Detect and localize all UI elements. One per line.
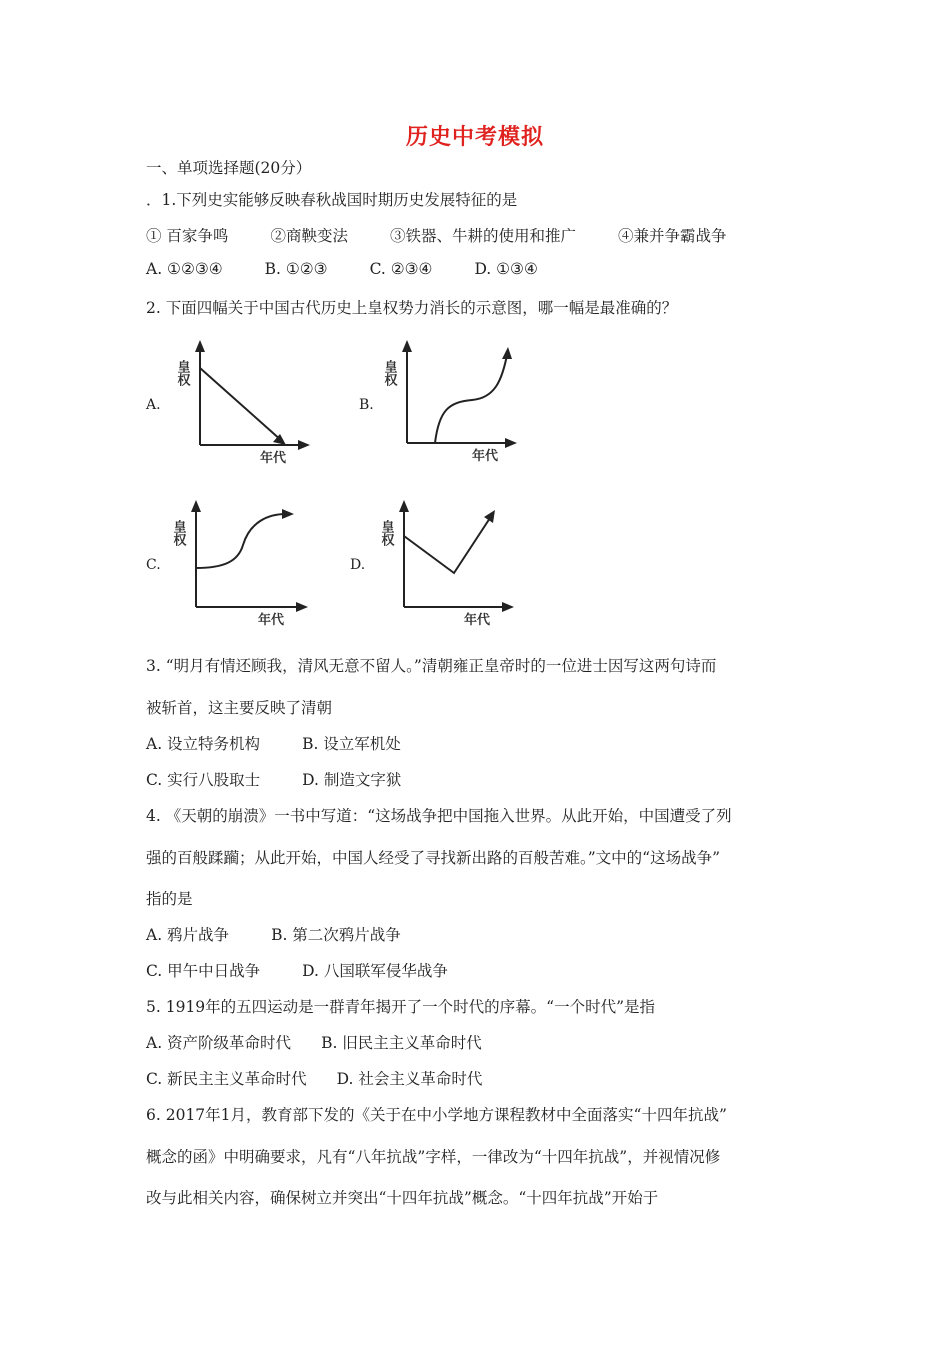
q4-stem-line1: 4. 《天朝的崩溃》一书中写道：“这场战争把中国拖入世界。从此开始，中国遭受了列 (146, 807, 732, 825)
q4-option-d: D. 八国联军侵华战争 (302, 962, 448, 980)
q1-item: ③铁器、牛耕的使用和推广 (389, 227, 576, 245)
q6-stem-line1: 6. 2017年1月，教育部下发的《关于在中小学地方课程教材中全面落实“十四年抗战” (146, 1106, 727, 1124)
graph-a-y-label: 皇权 (174, 360, 190, 386)
graph-c-x-label: 年代 (258, 613, 285, 628)
q5-options-row1 (146, 1031, 510, 1053)
q3-option-d: D. 制造文字狱 (302, 771, 402, 789)
q4-stem-line3: 指的是 (146, 890, 193, 908)
graph-d-x-label: 年代 (464, 613, 491, 628)
q4-option-a: A. 鸦片战争 (146, 926, 230, 944)
q3-stem-line1: 3. “明月有情还顾我，清风无意不留人。”清朝雍正皇帝时的一位进士因写这两句诗而 (146, 657, 717, 675)
q1-option-a: A. ①②③④ (146, 260, 223, 278)
q1-items (146, 224, 754, 246)
graph-b-y-label: 皇权 (381, 360, 397, 386)
q4-options-row2 (146, 959, 476, 981)
graph-a (170, 340, 320, 465)
q1-stem: ．1.下列史实能够反映春秋战国时期历史发展特征的是 (146, 191, 518, 209)
page-title: 历史中考模拟 (405, 125, 544, 150)
graph-d-y-label: 皇权 (378, 520, 394, 546)
q1-option-c: C. ②③④ (369, 260, 433, 278)
q5-option-d: D. 社会主义革命时代 (336, 1070, 483, 1088)
graph-c-label: C. (146, 557, 161, 573)
q6-stem-line3: 改与此相关内容，确保树立并突出“十四年抗战”概念。“十四年抗战”开始于 (146, 1189, 659, 1207)
q1-item: ②商鞅变法 (270, 227, 348, 245)
q1-option-d: D. ①③④ (474, 260, 538, 278)
q1-option-b: B. ①②③ (264, 260, 328, 278)
q3-options-row2 (146, 768, 429, 790)
graph-c (168, 500, 318, 628)
q1-options (146, 260, 566, 278)
q4-option-c: C. 甲午中日战争 (146, 962, 261, 980)
q4-options-row1 (146, 923, 429, 945)
graph-b (377, 340, 527, 465)
q5-option-c: C. 新民主主义革命时代 (146, 1070, 307, 1088)
graph-a-x-label: 年代 (260, 451, 287, 466)
q3-stem-line2: 被斩首，这主要反映了清朝 (146, 699, 333, 717)
q3-option-b: B. 设立军机处 (302, 735, 401, 753)
graph-b-label: B. (359, 397, 374, 413)
q5-option-a: A. 资产阶级革命时代 (146, 1034, 292, 1052)
q4-option-b: B. 第二次鸦片战争 (271, 926, 401, 944)
q1-item: ① 百家争鸣 (146, 227, 229, 245)
q3-options-row1 (146, 732, 429, 754)
q2-stem: 2. 下面四幅关于中国古代历史上皇权势力消长的示意图，哪一幅是最准确的？ (146, 299, 678, 317)
q4-stem-line2: 强的百般蹂躏；从此开始，中国人经受了寻找新出路的百般苦难。”文中的“这场战争” (146, 849, 721, 867)
q5-options-row2 (146, 1067, 510, 1089)
graph-a-label: A. (146, 397, 161, 413)
q5-option-b: B. 旧民主主义革命时代 (321, 1034, 482, 1052)
q5-stem: 5. 1919年的五四运动是一群青年揭开了一个时代的序幕。“一个时代”是指 (146, 998, 656, 1016)
q3-option-a: A. 设立特务机构 (146, 735, 261, 753)
q3-option-c: C. 实行八股取士 (146, 771, 261, 789)
q6-stem-line2: 概念的函》中明确要求，凡有“八年抗战”字样，一律改为“十四年抗战”，并视情况修 (146, 1148, 721, 1166)
graph-d (374, 500, 524, 628)
q1-item: ④兼并争霸战争 (617, 227, 727, 245)
graph-b-x-label: 年代 (472, 449, 499, 464)
graph-d-label: D. (350, 557, 366, 573)
graph-c-y-label: 皇权 (170, 520, 186, 546)
section-heading: 一、单项选择题(20分） (146, 159, 312, 177)
